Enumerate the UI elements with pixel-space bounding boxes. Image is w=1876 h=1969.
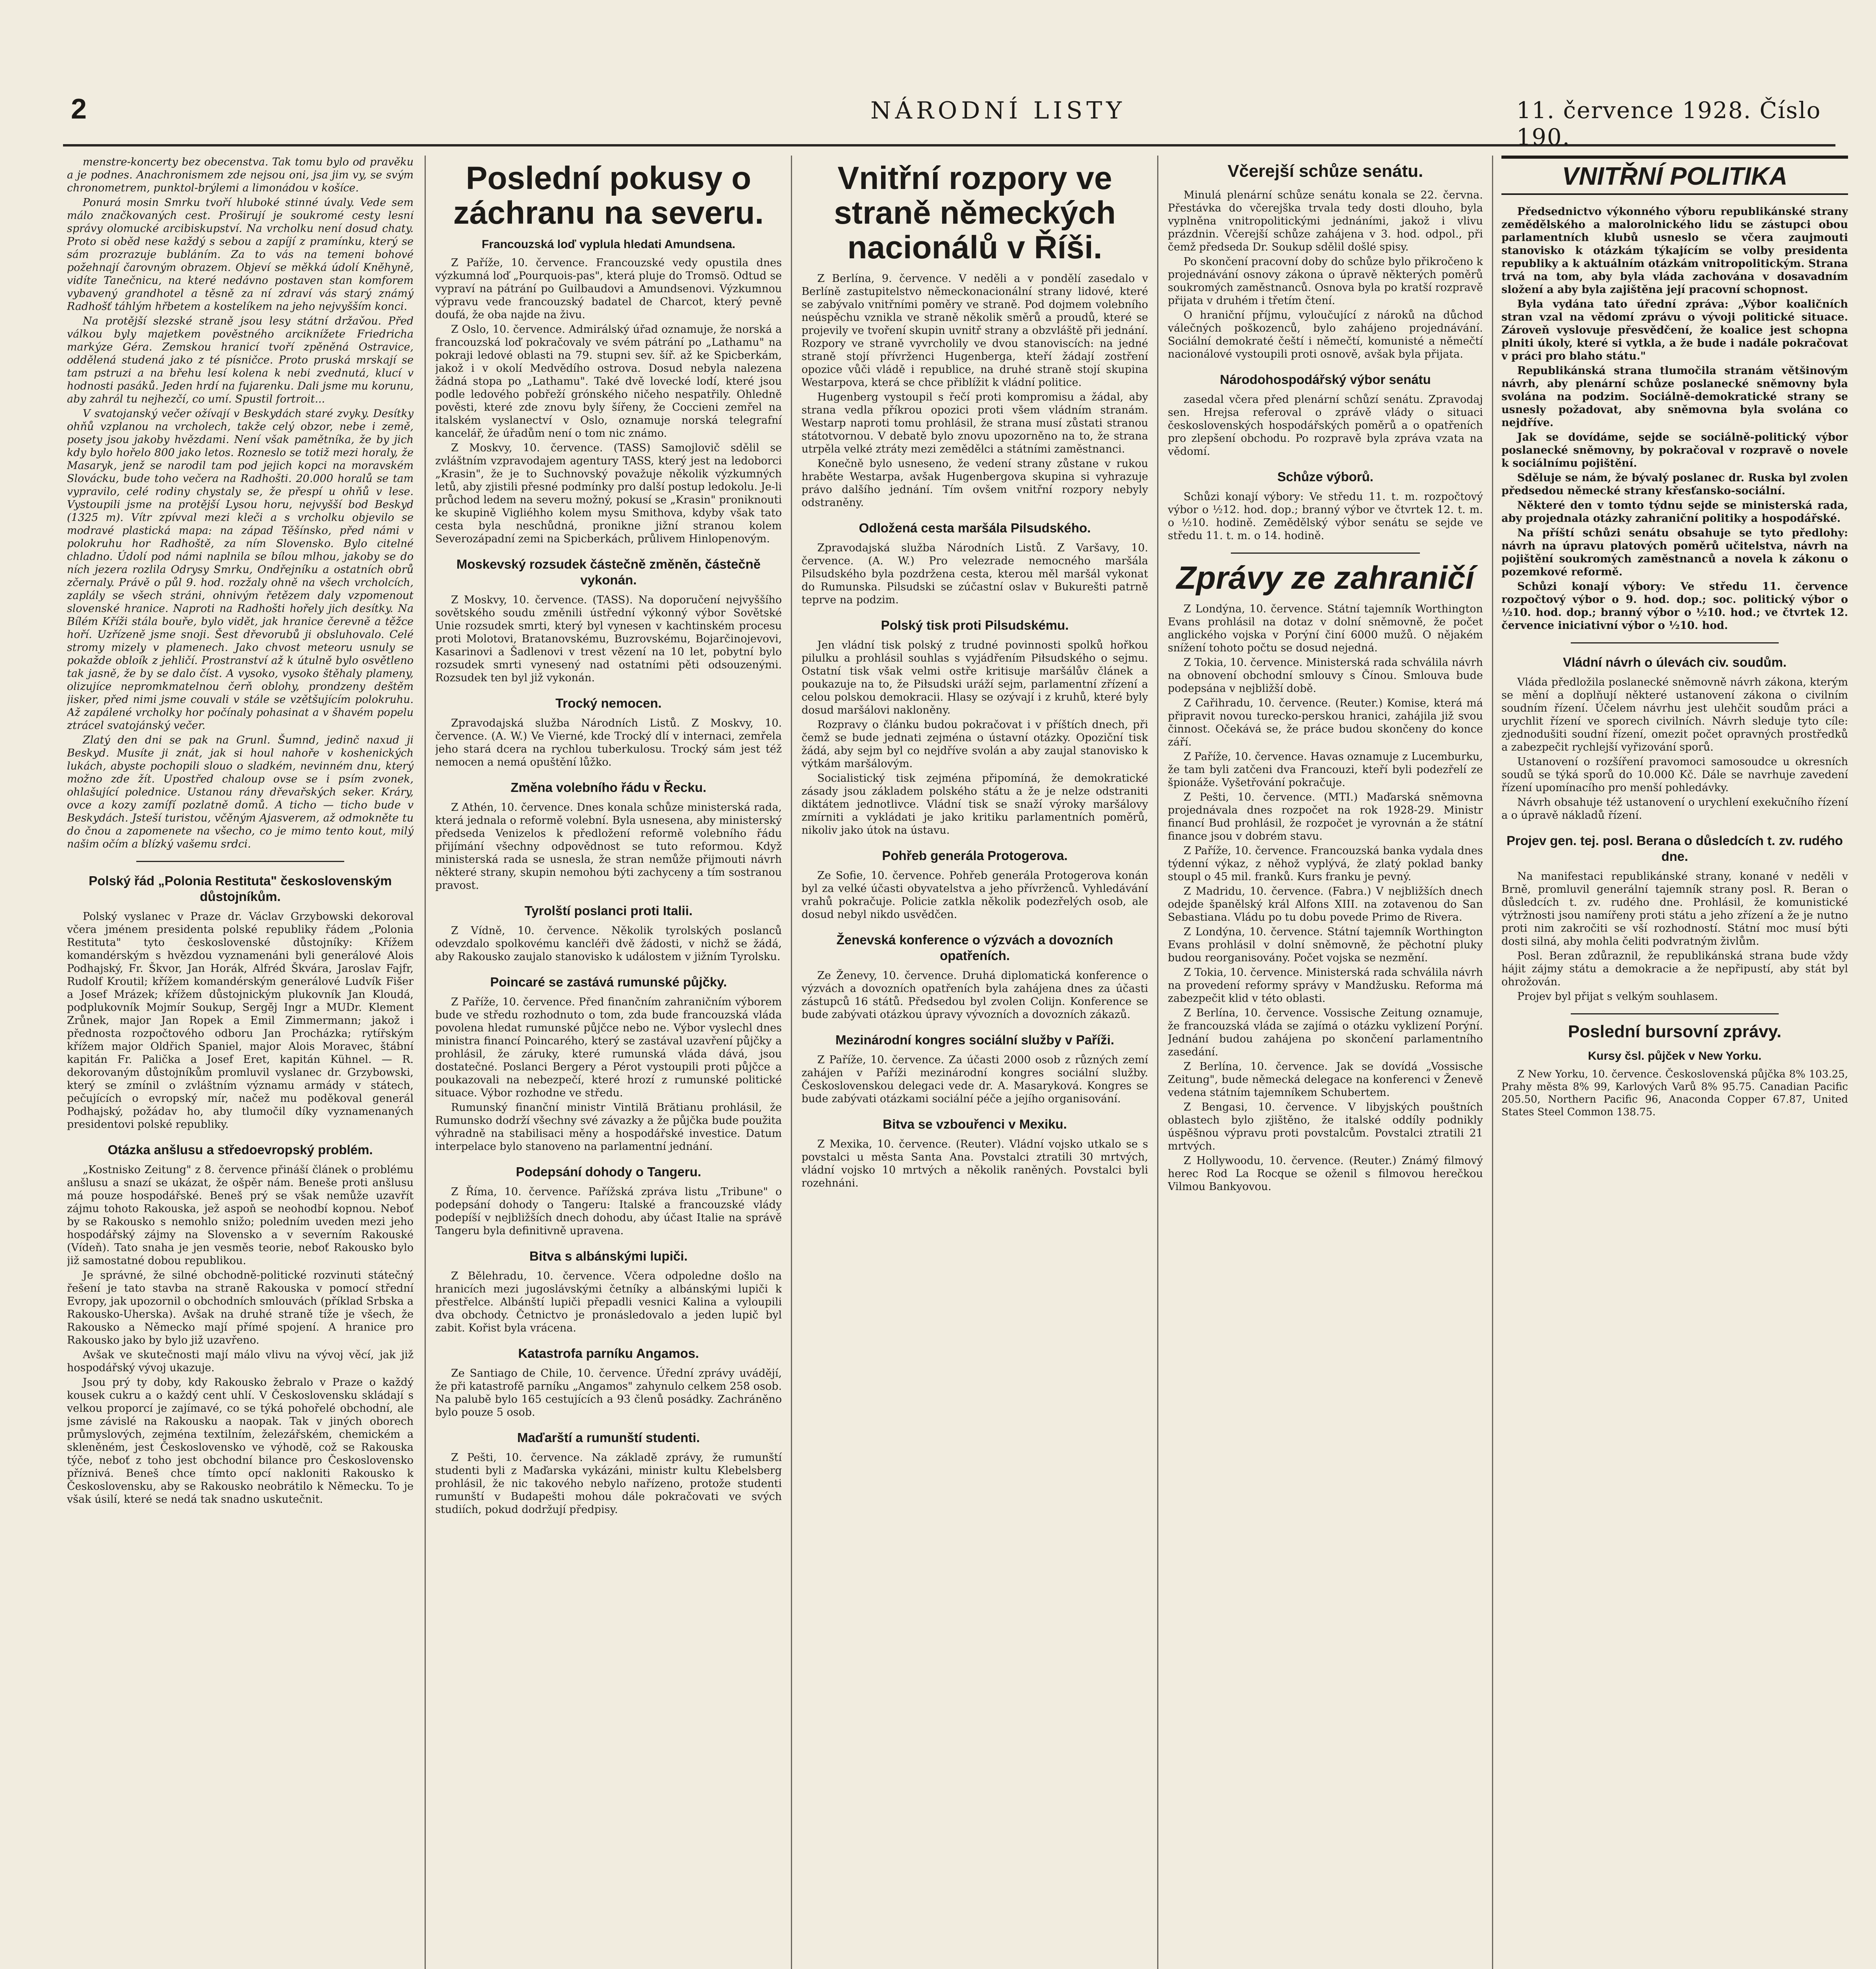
headline-poincare: Poincaré se zastává rumunské půjčky. [490,975,727,989]
paragraph: Sděluje se nám, že bývalý poslanec dr. Ruska byl zvolen předsedou německé strany křesťansko-sociální. [1501,472,1848,497]
headline-vladni-navrh: Vládní návrh o úlevách civ. soudům. [1563,655,1787,669]
paragraph: Konečně bylo usneseno, že vedení strany zůstane v rukou hraběte Westarpa, avšak Hugenbergova skupina si vyhrazuje právo dalšího jednání. Tím ovšem vnitřní rozpory nebyly odstraněny. [802,458,1148,509]
headline-zpravy-ze-zahranici: Zprávy ze zahraničí [1176,560,1475,596]
paragraph: Jsou prý ty doby, kdy Rakousko žebralo v Praze o každý kousek cukru a o každý cent uhlí. V Československu skládají s velkou proporcí je zajímavé, co se týká pohořelé obchodní, ale jsme závislé na Rakousku a naopak. Tak v jiných oborech průmyslových, zejména textilním, železářském, chemickém a skleněném, jest Československo ve výhodě, což se Rakouska týče, neboť z toho jest obchodní bilance pro Československo příznivá. Beneš chce tímto opcí nakloniti Rakousko k Československu, aby se Rakousko neobrátilo k Německu. To je však úsilí, které se nedá tak snadno uskutečnit. [67,1376,414,1505]
headline-schuze-senatu: Včerejší schůze senátu. [1227,161,1423,181]
newspaper-title: NÁRODNÍ LISTY [870,97,1126,124]
paragraph: Ponurá mosin Smrku tvoří hluboké stinné úvaly. Vede sem málo značkovaných cest. Proširují je soukromé cesty lesní správy olomucké arcibiskupství. Na vrcholku není dosud chaty. Proto si oběd nese každý s sebou a zapíjí z pramínku, který se sám prozrazuje bubláním. Za to vás na temeni bohové požehnají čarovným obrazem. Objeví se měkká údolí Kněhyně, vidíte Tanečnicu, na které nedávno postaven stan komforem vybavený grandhotel a těsně za ní zdraví vás starý známý Radhošť táhlým hřbetem a kostelíkem na jeho nejvyšším konci. [67,197,414,313]
paragraph: Republikánská strana tlumočila stranám většinovým návrh, aby plenární schůze poslanecké sněmovny byla svolána na podzim. Sociálně-demokratické strany se usnesly požadovat, aby sněmovna byla svolána co nejdříve. [1501,365,1848,429]
headline-pilsudski-cesta: Odložená cesta maršála Pilsudského. [859,521,1091,535]
column-4 [1168,156,1483,1969]
paragraph: Na manifestaci republikánské strany, konané v neděli v Brně, promluvil generální tajemník strany posl. R. Beran o důsledcích t. zv. rudého dne. Prohlásil, že komunistické výtržnosti jsou namířeny proti státu a jeho zřízení a že je nutno proti nim zakročiti se vší rozhodností. Státní moc musí býti dosti silná, aby mohla čeliti podvratným živlům. [1501,870,1848,947]
paragraph: Ze Santiago de Chile, 10. července. Úřední zprávy uvádějí, že při katastrofě parníku „Angamos" zahynulo celkem 258 osob. Na palubě bylo 165 cestujících a 93 členů posádky. Zachráněno bylo pouze 5 osob. [435,1367,782,1418]
paragraph: Zlatý den dni se pak na Grunl. Šumnd, jedinč naxud ji Beskyd. Musíte ji znát, jak si houl nahoře v koshenických lukách, abyste pochopili slouo o sladkém, nevinném dnu, který možno zde žít. Upostřed chaloup ovse se i psím zvonek, ohlašující polednice. Ustanou rány dřevařských seker. Kráry, ovce a kozy zamífí pozlatně domů. A ticho — ticho bude v Beskydách. Jsteší turistou, včěným Ajasverem, až odmokněte tu do čnou a zapomenete na všecho, co je mimo tento kout, milý našim očím a blízký vašemu srdci. [67,734,414,850]
paragraph: Předsednictvo výkonného výboru republikánské strany zemědělského a malorolnického lidu se zástupci obou parlamentních klubů usneslo se včera zaujmouti stanovisko k otázkám týkajícím se volby presidenta republiky a k aktuálním otázkám vnitropolitickým. Strana trvá na tom, aby byla vláda zachována v dosavadním složení a aby byla zajištěna její pracovní schopnost. [1501,206,1848,296]
paragraph: „Kostnisko Zeitung" z 8. července přináší článek o problému anšlusu a snazí se ukázat, že ošpěr nám. Beneše proti anšlusu má pouze hospodářské. Beneš prý se však nemůže uzavřít zájmu tohoto Rakouska, jež aspoň se neohodbí kopnou. Neboť by se Rakousko s nemohlo snižo; poledním uveden mezi jeho hospodářský zájmy na Slovensko a v severním Rakouské (Vídeň). Tato snaha je jen vesměs teorie, neboť Rakousko bylo již samostatné dobou republikou. [67,1164,414,1267]
issue-date: 11. července 1928. Číslo 190. [1516,97,1821,150]
headline-posledni-pokusy: Poslední pokusy o záchranu na severu. [453,160,764,231]
paragraph: Ze Sofie, 10. července. Pohřeb generála Protogerova konán byl za velké účasti obyvatelstva a jeho přívrženců. Vyhledávání vrahů pokračuje. Policie zatkla několik podezřelých osob, ale dosud nebyl nikdo usvědčen. [802,870,1148,921]
headline-bursovni-zpravy: Poslední bursovní zprávy. [1568,1022,1781,1041]
paragraph: Zpravodajská služba Národních Listů. Z Varšavy, 10. července. (A. W.) Pro velezrade nemocného maršála Pilsudského byla pozdržena cesta, kterou měl maršál vykonat do Rumunska. Pilsudski se zúčastní oslav v Bukurešti patrně teprve na podzim. [802,542,1148,606]
paragraph: Na protější slezské straně jsou lesy státní držav̌ou. Před válkou byly majetkem pověstného arciknížete Friedricha markýze Géra. Zemskou hranicí tvoří zpěněná Ostravice, oddělená studená jako z té písničce. Proto pruská mrskají se tam pstruzi a na břehu lesí kolena k nebi zvednutá, klucí v hodnosti pasáků. Jeden hrdí na fujarenku. Dali jsme mu korunu, aby zahrál tu nejhezčí, co umí. Spustil fortroit... [67,315,414,405]
headline-mexiko: Bitva se vzbouřenci v Mexiku. [883,1117,1067,1131]
paragraph: Minulá plenární schůze senátu konala se 22. června. Přestávka do včerejška trvala tedy dosti dlouho, byla vyplněna vnitropolitickými jednáními, jakož i vlivu prázdnin. Včerejší schůze zahájena v 3. hod. odpol., při čemž předseda Dr. Soukup sdělil došlé spisy. [1168,189,1483,253]
paragraph: Z Cařihradu, 10. července. (Reuter.) Komise, která má připravit novou turecko-perskou hranici, zahájila již svou činnost. Očekává se, že práce budou skončeny do konce září. [1168,697,1483,748]
paragraph: Z Bengasi, 10. července. V libyjských pouštních oblastech bylo zjištěno, že italské oddíly podnikly úspěšnou výpravu proti povstalcům. Povstalci ztratili 21 mrtvých. [1168,1101,1483,1152]
paragraph: Z Pešti, 10. července. (MTI.) Maďarská sněmovna projednávala dnes rozpočet na rok 1928-29. Ministr financí Bud prohlásil, že rozpočet je vyrovnán a že státní finance jsou v dobrém stavu. [1168,791,1483,842]
column-5 [1501,156,1848,1969]
headline-albansti-lupici: Bitva s albánskými lupiči. [529,1249,688,1263]
column-1 [67,156,414,1969]
paragraph: Z Paříže, 10. července. Před finančním zahraničním výborem bude ve středu rozhodnuto o tom, zda bude francouzská vláda povolena hledat rumunské půjčce nebo ne. Výbor vyslechl dnes ministra financí Poincarého, který se zastával uzavření půjčky a prohlásil, že záruky, které rumunská vláda dává, jsou dostatečné. Poslanci Bergery a Pérot vystoupili proti půjčce a poukazovali na nebezpečí, které hrozí z rumunské politické situace. Výbor rozhodne ve středu. [435,996,782,1099]
headline-vnitrni-rozpory: Vnitřní rozpory ve straně německých nacionálů v Říši. [834,160,1116,265]
column-rule [425,156,426,1969]
paragraph: Návrh obsahuje též ustanovení o urychlení exekučního řízení a o úpravě nákladů řízení. [1501,796,1848,821]
paragraph: Z Říma, 10. července. Pařížská zpráva listu „Tribune" o podepsání dohody o Tangeru: Italské a francouzské vlády podepíší v nejbližších dnech dohodu, aby účast Italie na správě Tangeru byla definitivně upravena. [435,1186,782,1237]
column-rule [1492,156,1493,1969]
paragraph: Z Pešti, 10. července. Na základě zprávy, že rumunští studenti byli z Maďarska vykázáni, ministr kultu Klebelsberg prohlásil, že nic takového nebylo nařízeno, protože studenti rumunští v Budapešti mohou dále pokračovati ve svých studiích, pokud dodržují předpisy. [435,1452,782,1516]
paragraph: Jen vládní tisk polský z trudné povinnosti spolků hořkou pilulku a prohlásil souhlas s vyjádřením Piłsudského o sejmu. Ostatní tisk však velmi ostře kritisuje maršálův článek a poukazuje na to, že Piłsudski uráží sejm, parlamentní zřízení a celou polskou demokracii. Hlasy se ozývají i z kruhů, které byly dosud maršálovi nakloněny. [802,639,1148,716]
headline-protogerov: Pohřeb generála Protogerova. [882,848,1068,863]
headline-polsky-rad: Polský řád „Polonia Restituta" československým důstojníkům. [89,873,392,904]
paragraph: Polský vyslanec v Praze dr. Václav Grzybowski dekoroval včera jménem presidenta polské republiky řádem „Polonia Restituta" tyto československé důstojníky: Křížem komandérským s hvězdou vyznamenáni byli generálové Alois Podhajský, Fr. Škvor, Jan Horák, Alfréd Škvára, Jaroslav Fajfr, Rudolf Kroutil; křížem komandérským generálové Ludvík Fišer a Josef Mrázek; křížem důstojnickým plukovník Jan Kloudá, podplukovník Mojmír Soukup, Sergěj Ingr a MUDr. Klement Zrůnek, major Jan Ropek a Emil Zimmermann; jakož i přednosta rozpočtového odboru Jan Procházka; rytířským křížem major Oldřich Spaniel, major Alois Moravec, štábní kapitán Fr. Palička a Josef Eret, kapitán Kühnel. — R. dekorovaným důstojníkům promluvil vyslanec dr. Grzybowski, který se zmínil o zvláštním významu armády v státech, pečujících o evropský mír, načež mu poděkoval generál Podhajský, požádav ho, aby tlumočil díky vyznamenaných presidentovi polské republiky. [67,910,414,1131]
paragraph: Posl. Beran zdůraznil, že republikánská strana bude vždy hájit zájmy státu a demokracie a že nepřipustí, aby stát byl ohrožován. [1501,950,1848,988]
paragraph: Z New Yorku, 10. července. Československá půjčka 8% 103.25, Prahy města 8% 99, Karlových Varů 8% 95.75. Canadian Pacific 205.50, Northern Pacific 96, Anaconda Copper 67.87, United States Steel Common 138.75. [1501,1068,1848,1118]
paragraph: Z Vídně, 10. července. Několik tyrolských poslanců odevzdalo spolkovému kancléři dvě žádosti, v nichž se žádá, aby Rakousko zaujalo stanovisko k událostem v jižním Tyrolsku. [435,925,782,963]
headline-moskevsky-rozsudek: Moskevský rozsudek částečně změněn, částečně vykonán. [456,557,761,587]
paragraph: Na příští schůzi senátu obsahuje se tyto předlohy: návrh na úpravu platových poměrů učitelstva, návrh na pojištění soukromých zaměstnanců a novela k zákonu o pozemkové reformě. [1501,527,1848,578]
paragraph: Projev byl přijat s velkým souhlasem. [1517,990,1718,1003]
headline-schuze-vyboru: Schůze výborů. [1277,469,1373,484]
headline-tanger: Podepsání dohody o Tangeru. [516,1164,701,1179]
paragraph: Je správné, že silné obchodně-politické rozvinuti státečný řešení je tato stavba na straně Rakouska v pomocí střední Evropy, jak upozornil o obchodních smlouvách (příklad Srbska a Rakousko-Uherska). Avšak na druhé straně tíže je všech, že Rakousko a Německo mají přímé spojení. A hranice pro Rakousko jako by bylo již uzavřeno. [67,1269,414,1346]
paragraph: Z Athén, 10. července. Dnes konala schůze ministerská rada, která jednala o reformě volební. Byla usnesena, aby ministerský předseda Venizelos k předložení reformě volebního řádu přijímání všechny odpovědnost se tuto reformou. Když ministerská rada se usnesla, že stran nemůže přijmouti návrh některé strany, skupin nemohou býti zachyceny a tím sostranou pravost. [435,801,782,892]
column-2 [435,156,782,1969]
paragraph: O hraniční příjmu, vyloučující z nároků na důchod válečných poškozenců, bylo zahájeno projednávání. Sociální demokraté čeští i němečtí, komunisté a němečtí nacionálové vystoupili proti osnově, avšak byla přijata. [1168,309,1483,360]
headline-narodohospodarsky-vybor: Národohospodářský výbor senátu [1220,372,1431,387]
paragraph: Z Berlína, 10. července. Jak se dovídá „Vossische Zeitung", bude německá delegace na konferenci v Ženevě vedena státním tajemníkem Schubertem. [1168,1061,1483,1099]
paragraph: Z Moskvy, 10. července. (TASS) Samojlovič sdělil se zvláštním vzpravodajem agentury TASS, který jest na ledoborci „Krasin", že je to Suchnovský považuje několik výzkumných letů, aby zjistili přesné podmínky pro další postup ledokolu. Je-li průchod ledem na severu možný, pokusí se „Krasin" proniknouti ke skupině Vigliéhho kolem mysu Smithova, kdyby však tato cesta byla neschůdná, pronikne jižní stranou kolem Severozápadní zemi na Spicberkách, průlivem Hinlopenovým. [435,442,782,545]
paragraph: Z Hollywoodu, 10. července. (Reuter.) Známý filmový herec Rod La Rocque se oženil s filmovou herečkou Vilmou Bankyovou. [1168,1155,1483,1193]
paragraph: V svatojanský večer ožívají v Beskydách staré zvyky. Desítky ohňů vzplanou na vrcholech, takže celý obzor, nebe i země, posety jsou jakoby hvězdami. Není však pamětníka, že by jich kdy bylo hořelo 800 jako letos. Rozneslo se totiž mezi horaly, že Masaryk, jenž se narodil tam pod jejich kopci na moravském Slovácku, bude toho večera na Radhošti. 20.000 horalů se tam vypravilo, celé rodiny chystaly se, že přespí u ohňů v lese. Vystoupili jsme na protější Lysou horu, nejvyšší bod Beskyd (1325 m). Vítr zpívval mezi kleči a s vrcholku objevilo se modravé plastická mapa: na západ Těšínsko, před námi v polokruhu hor Radhoště, za ním Slovensko. Bylo citelné chladno. Údolí pod námi naplnila se bílou mlhou, jakoby se do ních jezera rozlila Odrysy Smrku, Ondřejníku a ostatních obrů zčernaly. Právě o půl 9. hod. rozžaly ohně na všech vrcholcích, zaplály se všech stráni, ohnivým řetězem daly vzpomenout slovenské hranice. Naproti na Radhošti hořely jich desítky. Na Bílém Kříži stála bouře, bylo vidět, jak hranice čerevně a těžce hoří. Uzřízeně jsme snoji. Šest dřevorubů ji obsluhovalo. Celé stromy mizely v plamenech. Jako chvost meteoru usnuly se pokažde obloík z jehličí. Prostranství až k útulně bylo osvětleno tak jasně, že by se dalo číst. A vysoko, vysoko štěhaly plameny, olizujíce nepromkmatelnou čerň oblohy, prondzeny deštěm jisker, před nimi jsme couvali v stále se vzětšujícím polokruhu. Až zapálené vrcholky hor počínaly pohasinat a v šhavém popelu ztrácel svatojánský večer. [67,408,414,732]
headline-trocky: Trocký nemocen. [555,696,662,710]
paragraph: Zpravodajská služba Národních Listů. Z Moskvy, 10. července. (A. W.) Ve Vierné, kde Trocký dlí v internaci, zemřela jeho stará dcera na rychlou tuberkulosu. Trocký sám jest též nemocen a nemá opuštění lůžko. [435,717,782,768]
paragraph: Ustanovení o rozšíření pravomoci samosoudce u okresních soudů se týká sporů do 10.000 Kč. Dále se navrhuje zavedení řízení upomínacího pro menší pohledávky. [1501,756,1848,794]
divider [1571,1013,1779,1014]
paragraph: Schůzi konají výbory: Ve středu 11. července rozpočtový výbor o 9. hod. dop.; soc. politický výbor o ½10. hod. dop.; branný výbor o ½10. hod.; ve čtvrtek 12. července iniciativní výbor o ½10. hod. [1501,580,1848,632]
column-rule [1157,156,1158,1969]
paragraph: Z Londýna, 10. července. Státní tajemník Worthington Evans prohlásil v dolní sněmovně, že pěchotní pluky budou reorganisovány. Počet vojska se nezmění. [1168,926,1483,964]
page-number: 2 [71,93,87,125]
column-3 [802,156,1148,1969]
subheadline-kursy: Kursy čsl. půjček v New Yorku. [1588,1049,1762,1062]
divider [1571,642,1779,643]
subheadline: Francouzská loď vyplula hledati Amundsena. [482,238,735,251]
divider [1231,553,1420,554]
paragraph: Schůzi konají výbory: Ve středu 11. t. m. rozpočtový výbor o ½12. hod. dop.; branný výbor ve čtvrtek 12. t. m. o ½10. hodině. Zemědělský výbor senátu se sejde ve středu 11. t. m. o 14. hodině. [1168,491,1483,542]
masthead [63,85,1835,150]
paragraph: Vláda předložila poslanecké sněmovně návrh zákona, kterým se mění a doplňují některé ustanovení zákona o civilním soudním řízení. Účelem návrhu jest ulehčit soudům práci a urychlit řízení ve sporech civilních. Návrh sleduje tyto cíle: zjednodušiti soudní řízení, omezit počet opravných prostředků a zabezpečit rychlejší vyřizování sporů. [1501,676,1848,753]
paragraph: Z Paříže, 10. července. Havas oznamuje z Lucemburku, že tam byli zatčeni dva Francouzi, kteří byli podezřelí ze špionáže. Vyšetřování pokračuje. [1168,751,1483,789]
paragraph: Socialistický tisk zejména připomíná, že demokratické zásady jsou základem polského státu a že je nelze odstraniti diktátem jednotlivce. Vládní tisk se snaží výroky maršálovy zmírniti a vykládati je jako kritiku parlamentních poměrů, nikoliv jako útok na ústavu. [802,772,1148,836]
headline-projev-berana: Projev gen. tej. posl. Berana o důsledcích t. zv. rudého dne. [1507,833,1843,864]
headline-recko: Změna volebního řádu v Řecku. [510,780,707,795]
paragraph: Z Paříže, 10. července. Francouzská banka vydala dnes týdenní výkaz, z něhož vyplývá, že zlatý poklad banky stoupl o 45 mil. franků. Kurs franku je pevný. [1168,845,1483,883]
paragraph: Z Berlína, 9. července. V neděli a v pondělí zasedalo v Berlíně zastupitelstvo německonacionální strany lidové, které se zabývalo vnitřními poměry ve straně. Pod dojmem volebního neúspěchu vznikla ve straně několik směrů a proudů, které se projevily ve tvoření skupin uvnitř strany a obzvláště při jednání. Rozpory ve straně vyvrcholily ve dvou stanoviscích: na jedné straně stojí přívrženci Hugenberga, kteří žádají zostření opozice vůči vládě i republice, na druhé straně stojí skupina Westarpova, která se chce přiblížit k vládní politice. [802,273,1148,389]
paragraph: Z Moskvy, 10. července. (TASS). Na doporučení nejvyššího sovětského soudu změnili ústřední výkonný výbor Sovětské Unie rozsudek smrti, který byl vynesen v kachtinském procesu proti Molotovi, Bratanovskému, Buzrovskému, Bojarčinojevovi, Kasarinovi a Šadlenovi v trest vězení na 10 let, pobytní bylo rozsudek smrti vynesený nad ostatními pěti odsouzenými. Rozsudek ten byl již vykonán. [435,594,782,684]
headline-otazka-anslusu: Otázka anšlusu a středoevropský problém. [108,1142,373,1157]
headline-tyrolsti: Tyrolští poslanci proti Italii. [524,903,693,918]
section-rubric-vnitrni-politika: VNITŘNÍ POLITIKA [1501,156,1848,195]
paragraph: zasedal včera před plenární schůzí senátu. Zpravodaj sen. Hrejsa referoval o zprávě vlády o situaci československých hospodářských poměrů a o opatřeních pro zlepšení obchodu. Po rozpravě byla zpráva vzata na vědomí. [1168,393,1483,458]
paragraph: Z Bělehradu, 10. července. Včera odpoledne došlo na hranicích mezi jugoslávskými četníky a albánskými lupiči k přestřelce. Albánští lupiči přepadli vesnici Kalina a vyloupili dva obchody. Četnictvo je pronásledovalo a jeden lupič byl zabit. Kořist byla vrácena. [435,1270,782,1334]
column-rule [791,156,792,1969]
paragraph: menstre-koncerty bez obecenstva. Tak tomu bylo od pravěku a je podnes. Anachronismem zde nejsou oni, jsa jim vy, se svým chronometrem, punktol-brýlemi a limonádou v košíce. [67,156,414,194]
paragraph: Rumunský finanční ministr Vintilă Brătianu prohlásil, že Rumunsko dodrží všechny své závazky a že půjčka bude použita výhradně na stabilisaci měny a hospodářské investice. Datum interpelace bylo stanoveno na parlamentní jednání. [435,1101,782,1153]
paragraph: Hugenberg vystoupil s řečí proti kompromisu a žádal, aby strana vedla příkrou opozici proti všem vládním stranám. Westarp naproti tomu prohlásil, že strana musí zůstati stranou státotvornou. V debatě bylo znovu upozorněno na to, že strana utrpěla velké ztráty mezi zemědělci a státními zaměstnanci. [802,391,1148,455]
headline-angamos: Katastrofa parníku Angamos. [518,1346,699,1361]
headline-kongres-parizi: Mezinárodní kongres sociální služby v Paříži. [835,1033,1114,1047]
paragraph: Některé den v tomto týdnu sejde se ministerská rada, aby projednala otázky zahraniční politiky a hospodářské. [1501,499,1848,525]
paragraph: Z Mexika, 10. července. (Reuter). Vládní vojsko utkalo se s povstalci u města Santa Ana. Povstalci ztratili 30 mrtvých, vládní vojsko 10 mrtvých a několik raněných. Povstalci byli rozehnáni. [802,1138,1148,1189]
paragraph: Z Paříže, 10. července. Za účasti 2000 osob z různých zemí zahájen v Paříži mezinárodní kongres sociální služby. Československou delegaci vede dr. A. Masaryková. Kongres se bude zabývati otázkami sociální péče a jejího organisování. [802,1054,1148,1105]
headline-polsky-tisk: Polský tisk proti Pilsudskému. [881,618,1069,632]
paragraph: Ze Ženevy, 10. července. Druhá diplomatická konference o výzvách a dovozních opatřeních byla zahájena dnes za účasti zástupců 16 států. Předsedou byl zvolen Colijn. Konference se bude zabývati otázkou úpravy vývozních a dovozních zákazů. [802,970,1148,1021]
paragraph: Rozpravy o článku budou pokračovat i v příštích dnech, při čemž se bude jednati zejména o ústavní otázky. Opoziční tisk žádá, aby sejm byl co nejdříve svolán a aby zaujal stanovisko k výtkám maršálovým. [802,719,1148,770]
paragraph: Avšak ve skutečnosti mají málo vlivu na vývoj věcí, jak již hospodářský vývoj ukazuje. [67,1349,414,1374]
paragraph: Byla vydána tato úřední zpráva: „Výbor koaličních stran vzal na vědomí zprávu o vývoji politické situace. Zároveň vyslovuje přesvědčení, že koalice jest schopna plniti úkoly, které si vytkla, a že bude i nadále pokračovat v práci pro blaho státu." [1501,298,1848,362]
paragraph: Z Tokia, 10. července. Ministerská rada schválila návrh na provedení reformy správy v Mandžusku. Reforma má zabezpečit klid v této oblasti. [1168,966,1483,1005]
paragraph: Jak se dovídáme, sejde se sociálně-politický výbor poslanecké sněmovny, by pokračoval v rozpravě o novele k sociálnímu pojištění. [1501,431,1848,469]
paragraph: Po skončení pracovní doby do schůze bylo přikročeno k projednávání osnovy zákona o úpravě některých poměrů soukromých zaměstnanců. Osnova byla po kratší rozpravě přijata v druhém i třetím čtení. [1168,256,1483,307]
paragraph: Z Londýna, 10. července. Státní tajemník Worthington Evans prohlásil na dotaz v dolní sněmovně, že počet anglického vojska v Porýní činí 6000 mužů. O nějakém snížení tohoto počtu se dosud nejedná. [1168,603,1483,654]
divider [136,861,344,862]
paragraph: Z Tokia, 10. července. Ministerská rada schválila návrh na obnovení obchodní smlouvy s Čínou. Smlouva bude podepsána v nejbližší době. [1168,656,1483,695]
paragraph: Z Madridu, 10. července. (Fabra.) V nejbližších dnech odejde španělský král Alfons XIII. na zotavenou do San Sebastiana. Vládu po tu dobu povede Primo de Rivera. [1168,885,1483,923]
headline-zenevska-konference: Ženevská konference o výzvách a dovozních opatřeních. [836,933,1113,963]
headline-studenti: Maďarští a rumunští studenti. [517,1430,700,1445]
paragraph: Z Berlína, 10. července. Vossische Zeitung oznamuje, že francouzská vláda se zajímá o otázku vyklizení Porýní. Jednání budou zahájena po skončení parlamentního zasedání. [1168,1007,1483,1058]
paragraph: Z Paříže, 10. července. Francouzské vedy opustila dnes výzkumná loď „Pourquois-pas", která pluje do Tromsö. Odtud se vypraví na pátrání po Guilbaudovi a Amundsenovi. Výzkumnou výpravu vede francouzský badatel de Charcot, který pevně doufá, že oba najde na živu. [435,257,782,321]
paragraph: Z Oslo, 10. července. Admirálský úřad oznamuje, že norská a francouzská loď pokračovaly ve svém pátrání po „Lathamu" na pokraji ledové oblasti na 79. stupni sev. šíř. až ke Spicberkám, jakož i v okolí Medvědího ostrova. Dosud nebyla nalezena žádná stopa po „Lathamu". Také dvě lovecké lodí, které jsou podle ledového pobřeží grónského ničeho nespatřily. Ohledně pověsti, které zde znovu byly šířeny, že Coccieni zemřel na italském vyslanectví v Oslo, oznamuje norská telegrafní kancelář, že úřadům není o tom nic známo. [435,323,782,439]
